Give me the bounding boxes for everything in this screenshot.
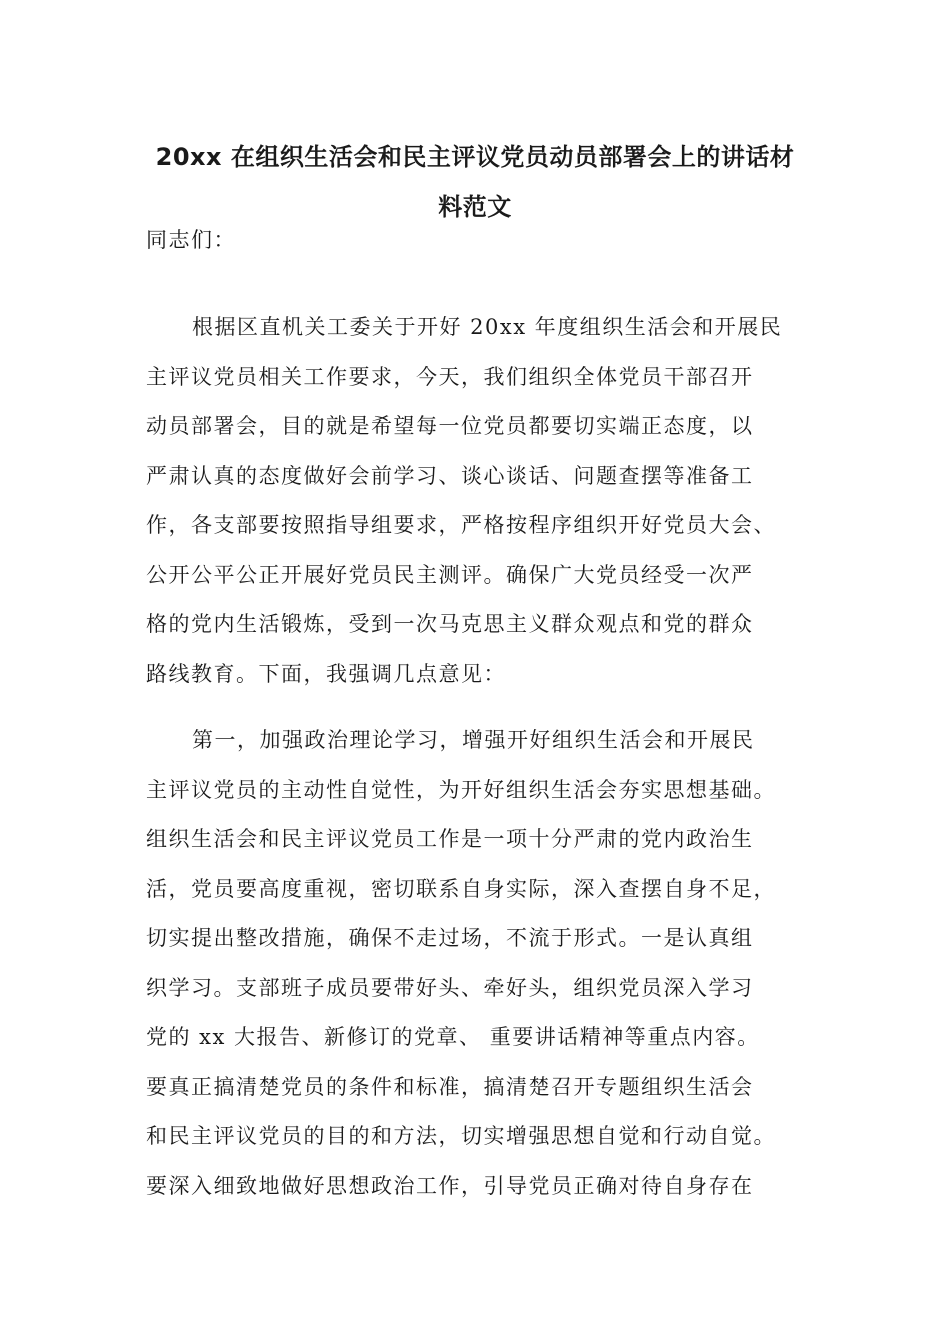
paragraph-line: 格的党内生活锻炼，受到一次马克思主义群众观点和党的群众: [146, 612, 754, 636]
paragraph-line: 作，各支部要按照指导组要求，严格按程序组织开好党员大会、: [146, 513, 776, 537]
paragraph-line: 活，党员要高度重视，密切联系自身实际，深入查摆自身不足，: [146, 876, 776, 901]
paragraph-line: 组织生活会和民主评议党员工作是一项十分严肃的党内政治生: [146, 827, 754, 851]
paragraph-line: 路线教育。下面，我强调几点意见：: [146, 661, 506, 686]
paragraph-2: [146, 716, 812, 1211]
paragraph-line: 和民主评议党员的目的和方法，切实增强思想自觉和行动自觉。: [146, 1124, 776, 1148]
paragraph-line: 织学习。支部班子成员要带好头、牵好头，组织党员深入学习: [146, 975, 754, 1000]
title-line-1: 20xx 在组织生活会和民主评议党员动员部署会上的讲话材: [155, 143, 795, 171]
paragraph-line: 党的 xx 大报告、新修订的党章、 重要讲话精神等重点内容。: [146, 1025, 760, 1049]
title-line-2: 料范文: [438, 193, 512, 221]
paragraph-line: 要深入细致地做好思想政治工作，引导党员正确对待自身存在: [146, 1173, 754, 1198]
salutation-text: 同志们：: [146, 228, 236, 252]
paragraph-line: 主评议党员相关工作要求，今天，我们组织全体党员干部召开: [146, 364, 754, 389]
paragraph-line: 公开公平公正开展好党员民主测评。确保广大党员经受一次严: [146, 562, 754, 587]
paragraph-line: 切实提出整改措施，确保不走过场，不流于形式。一是认真组: [146, 926, 754, 950]
salutation: [146, 216, 812, 266]
paragraph-line: 第一，加强政治理论学习，增强开好组织生活会和开展民: [192, 728, 755, 752]
paragraph-line: 主评议党员的主动性自觉性，为开好组织生活会夯实思想基础。: [146, 777, 776, 802]
paragraph-line: 动员部署会，目的就是希望每一位党员都要切实端正态度，以: [146, 414, 754, 438]
paragraph-line: 严肃认真的态度做好会前学习、谈心谈话、问题查摆等准备工: [146, 463, 754, 488]
paragraph-line: 根据区直机关工委关于开好 20xx 年度组织生活会和开展民: [192, 315, 783, 339]
paragraph-1: [146, 303, 812, 699]
paragraph-line: 要真正搞清楚党员的条件和标准，搞清楚召开专题组织生活会: [146, 1074, 754, 1099]
